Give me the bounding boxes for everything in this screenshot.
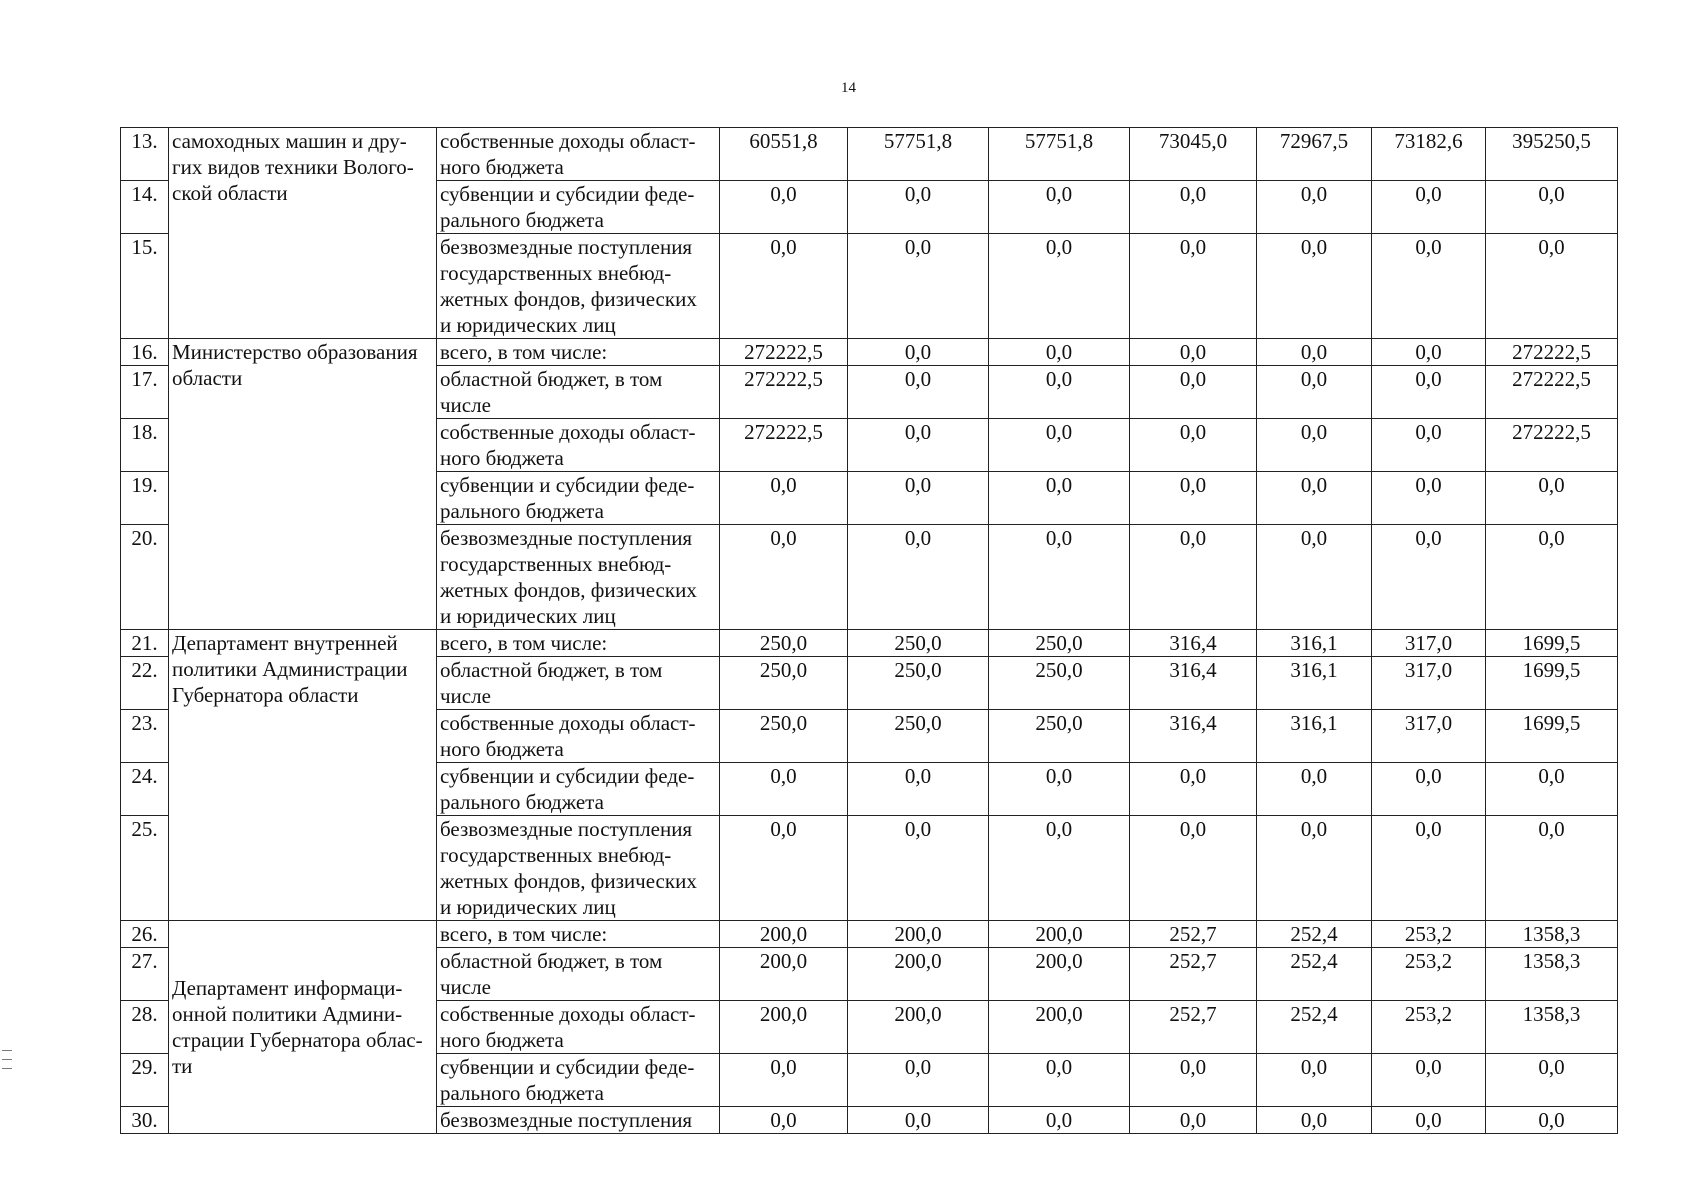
funding-source: субвенции и субсидии феде- рального бюджета	[437, 763, 720, 816]
year-value-cell: 0,0	[848, 1107, 989, 1134]
year-value-cell: 252,7	[1130, 948, 1257, 1001]
total-value-cell: 0,0	[1486, 525, 1618, 630]
year-value-cell: 0,0	[1372, 234, 1486, 339]
organization-name: Министерство образования области	[169, 339, 437, 630]
year-value-cell: 0,0	[1130, 1054, 1257, 1107]
total-value-cell: 0,0	[1486, 472, 1618, 525]
funding-source: областной бюджет, в том числе	[437, 948, 720, 1001]
funding-source: всего, в том числе:	[437, 921, 720, 948]
row-number: 26.	[121, 921, 169, 948]
organization-name: Департамент внутренней политики Администрации Губернатора области	[169, 630, 437, 921]
funding-source: собственные доходы област- ного бюджета	[437, 1001, 720, 1054]
year-value-cell: 0,0	[1130, 1107, 1257, 1134]
year-value-cell: 272222,5	[720, 339, 848, 366]
total-value-cell: 1358,3	[1486, 921, 1618, 948]
total-value-cell: 0,0	[1486, 181, 1618, 234]
year-value-cell: 0,0	[1130, 234, 1257, 339]
year-value-cell: 200,0	[848, 948, 989, 1001]
row-number: 17.	[121, 366, 169, 419]
year-value-cell: 0,0	[1372, 366, 1486, 419]
year-value-cell: 0,0	[989, 1107, 1130, 1134]
year-value-cell: 317,0	[1372, 710, 1486, 763]
year-value-cell: 0,0	[1372, 816, 1486, 921]
row-number: 13.	[121, 128, 169, 181]
year-value-cell: 317,0	[1372, 630, 1486, 657]
year-value-cell: 252,7	[1130, 921, 1257, 948]
year-value-cell: 0,0	[848, 472, 989, 525]
funding-source: всего, в том числе:	[437, 339, 720, 366]
funding-source: областной бюджет, в том числе	[437, 657, 720, 710]
year-value-cell: 316,4	[1130, 657, 1257, 710]
year-value-cell: 0,0	[989, 419, 1130, 472]
year-value-cell: 250,0	[848, 657, 989, 710]
year-value-cell: 0,0	[848, 366, 989, 419]
organization-name: Департамент информаци- онной политики Админи- страции Губернатора облас- ти	[169, 921, 437, 1134]
year-value-cell: 200,0	[989, 921, 1130, 948]
row-number: 24.	[121, 763, 169, 816]
year-value-cell: 272222,5	[720, 366, 848, 419]
year-value-cell: 57751,8	[848, 128, 989, 181]
year-value-cell: 252,4	[1257, 921, 1372, 948]
year-value-cell: 0,0	[1257, 1054, 1372, 1107]
year-value-cell: 0,0	[989, 181, 1130, 234]
year-value-cell: 72967,5	[1257, 128, 1372, 181]
table-row	[121, 630, 1618, 657]
year-value-cell: 0,0	[1257, 234, 1372, 339]
table-row	[121, 339, 1618, 366]
year-value-cell: 200,0	[848, 1001, 989, 1054]
year-value-cell: 0,0	[1257, 419, 1372, 472]
funding-source: субвенции и субсидии феде- рального бюджета	[437, 1054, 720, 1107]
year-value-cell: 252,4	[1257, 948, 1372, 1001]
row-number: 21.	[121, 630, 169, 657]
funding-source: безвозмездные поступления	[437, 1107, 720, 1134]
year-value-cell: 0,0	[1130, 816, 1257, 921]
year-value-cell: 316,1	[1257, 657, 1372, 710]
year-value-cell: 253,2	[1372, 921, 1486, 948]
year-value-cell: 200,0	[720, 921, 848, 948]
total-value-cell: 0,0	[1486, 763, 1618, 816]
total-value-cell: 272222,5	[1486, 366, 1618, 419]
year-value-cell: 0,0	[1257, 1107, 1372, 1134]
year-value-cell: 0,0	[1372, 1107, 1486, 1134]
year-value-cell: 0,0	[720, 472, 848, 525]
year-value-cell: 316,4	[1130, 710, 1257, 763]
year-value-cell: 0,0	[1257, 339, 1372, 366]
year-value-cell: 0,0	[989, 472, 1130, 525]
year-value-cell: 200,0	[720, 1001, 848, 1054]
total-value-cell: 272222,5	[1486, 419, 1618, 472]
table-row	[121, 921, 1618, 948]
year-value-cell: 0,0	[848, 339, 989, 366]
funding-source: всего, в том числе:	[437, 630, 720, 657]
year-value-cell: 0,0	[989, 339, 1130, 366]
row-number: 19.	[121, 472, 169, 525]
year-value-cell: 250,0	[848, 630, 989, 657]
year-value-cell: 316,1	[1257, 710, 1372, 763]
year-value-cell: 73182,6	[1372, 128, 1486, 181]
year-value-cell: 0,0	[1130, 525, 1257, 630]
funding-source: собственные доходы област- ного бюджета	[437, 419, 720, 472]
year-value-cell: 316,1	[1257, 630, 1372, 657]
year-value-cell: 0,0	[720, 181, 848, 234]
year-value-cell: 0,0	[1372, 763, 1486, 816]
row-number: 20.	[121, 525, 169, 630]
year-value-cell: 252,7	[1130, 1001, 1257, 1054]
year-value-cell: 60551,8	[720, 128, 848, 181]
year-value-cell: 200,0	[848, 921, 989, 948]
year-value-cell: 253,2	[1372, 948, 1486, 1001]
row-number: 14.	[121, 181, 169, 234]
funding-source: безвозмездные поступления государственных внебюд- жетных фондов, физических и юридических лиц	[437, 525, 720, 630]
row-number: 28.	[121, 1001, 169, 1054]
funding-source: субвенции и субсидии феде- рального бюджета	[437, 181, 720, 234]
year-value-cell: 0,0	[848, 419, 989, 472]
year-value-cell: 0,0	[720, 1107, 848, 1134]
year-value-cell: 0,0	[848, 234, 989, 339]
year-value-cell: 200,0	[989, 948, 1130, 1001]
year-value-cell: 250,0	[989, 710, 1130, 763]
year-value-cell: 200,0	[989, 1001, 1130, 1054]
year-value-cell: 0,0	[989, 525, 1130, 630]
funding-source: собственные доходы област- ного бюджета	[437, 128, 720, 181]
year-value-cell: 250,0	[720, 630, 848, 657]
year-value-cell: 0,0	[1130, 472, 1257, 525]
year-value-cell: 0,0	[1257, 525, 1372, 630]
total-value-cell: 1358,3	[1486, 948, 1618, 1001]
year-value-cell: 0,0	[1372, 181, 1486, 234]
total-value-cell: 1699,5	[1486, 710, 1618, 763]
year-value-cell: 250,0	[989, 657, 1130, 710]
year-value-cell: 250,0	[720, 657, 848, 710]
year-value-cell: 253,2	[1372, 1001, 1486, 1054]
total-value-cell: 395250,5	[1486, 128, 1618, 181]
total-value-cell: 272222,5	[1486, 339, 1618, 366]
year-value-cell: 0,0	[720, 525, 848, 630]
year-value-cell: 0,0	[1130, 763, 1257, 816]
year-value-cell: 0,0	[848, 181, 989, 234]
year-value-cell: 250,0	[848, 710, 989, 763]
year-value-cell: 0,0	[1257, 763, 1372, 816]
year-value-cell: 0,0	[1257, 181, 1372, 234]
row-number: 22.	[121, 657, 169, 710]
table-row	[121, 128, 1618, 181]
year-value-cell: 0,0	[720, 816, 848, 921]
year-value-cell: 0,0	[1372, 1054, 1486, 1107]
year-value-cell: 0,0	[989, 816, 1130, 921]
year-value-cell: 0,0	[1257, 472, 1372, 525]
year-value-cell: 316,4	[1130, 630, 1257, 657]
total-value-cell: 0,0	[1486, 1107, 1618, 1134]
year-value-cell: 0,0	[989, 763, 1130, 816]
year-value-cell: 0,0	[1130, 339, 1257, 366]
year-value-cell: 57751,8	[989, 128, 1130, 181]
row-number: 15.	[121, 234, 169, 339]
year-value-cell: 0,0	[848, 525, 989, 630]
total-value-cell: 0,0	[1486, 1054, 1618, 1107]
total-value-cell: 1358,3	[1486, 1001, 1618, 1054]
year-value-cell: 0,0	[1130, 366, 1257, 419]
year-value-cell: 0,0	[848, 816, 989, 921]
year-value-cell: 0,0	[1372, 339, 1486, 366]
funding-source: безвозмездные поступления государственных внебюд- жетных фондов, физических и юридических лиц	[437, 816, 720, 921]
total-value-cell: 1699,5	[1486, 630, 1618, 657]
year-value-cell: 0,0	[1372, 525, 1486, 630]
year-value-cell: 0,0	[1130, 419, 1257, 472]
scan-edge-marks	[2, 1050, 16, 1090]
row-number: 16.	[121, 339, 169, 366]
year-value-cell: 250,0	[720, 710, 848, 763]
year-value-cell: 0,0	[989, 234, 1130, 339]
row-number: 23.	[121, 710, 169, 763]
year-value-cell: 0,0	[989, 366, 1130, 419]
budget-table	[120, 127, 1618, 1134]
funding-source: субвенции и субсидии феде- рального бюджета	[437, 472, 720, 525]
funding-source: областной бюджет, в том числе	[437, 366, 720, 419]
year-value-cell: 0,0	[720, 234, 848, 339]
year-value-cell: 73045,0	[1130, 128, 1257, 181]
funding-source: собственные доходы област- ного бюджета	[437, 710, 720, 763]
total-value-cell: 1699,5	[1486, 657, 1618, 710]
year-value-cell: 0,0	[848, 1054, 989, 1107]
year-value-cell: 0,0	[720, 763, 848, 816]
funding-source: безвозмездные поступления государственных внебюд- жетных фондов, физических и юридических лиц	[437, 234, 720, 339]
total-value-cell: 0,0	[1486, 234, 1618, 339]
year-value-cell: 0,0	[1257, 816, 1372, 921]
row-number: 18.	[121, 419, 169, 472]
year-value-cell: 0,0	[720, 1054, 848, 1107]
year-value-cell: 0,0	[1130, 181, 1257, 234]
row-number: 30.	[121, 1107, 169, 1134]
year-value-cell: 0,0	[1372, 472, 1486, 525]
year-value-cell: 0,0	[989, 1054, 1130, 1107]
year-value-cell: 250,0	[989, 630, 1130, 657]
year-value-cell: 252,4	[1257, 1001, 1372, 1054]
year-value-cell: 0,0	[848, 763, 989, 816]
row-number: 29.	[121, 1054, 169, 1107]
year-value-cell: 0,0	[1372, 419, 1486, 472]
row-number: 25.	[121, 816, 169, 921]
total-value-cell: 0,0	[1486, 816, 1618, 921]
row-number: 27.	[121, 948, 169, 1001]
year-value-cell: 200,0	[720, 948, 848, 1001]
organization-name: самоходных машин и дру- гих видов техники Волого- ской области	[169, 128, 437, 339]
year-value-cell: 272222,5	[720, 419, 848, 472]
year-value-cell: 0,0	[1257, 366, 1372, 419]
page-number: 14	[841, 80, 856, 96]
year-value-cell: 317,0	[1372, 657, 1486, 710]
